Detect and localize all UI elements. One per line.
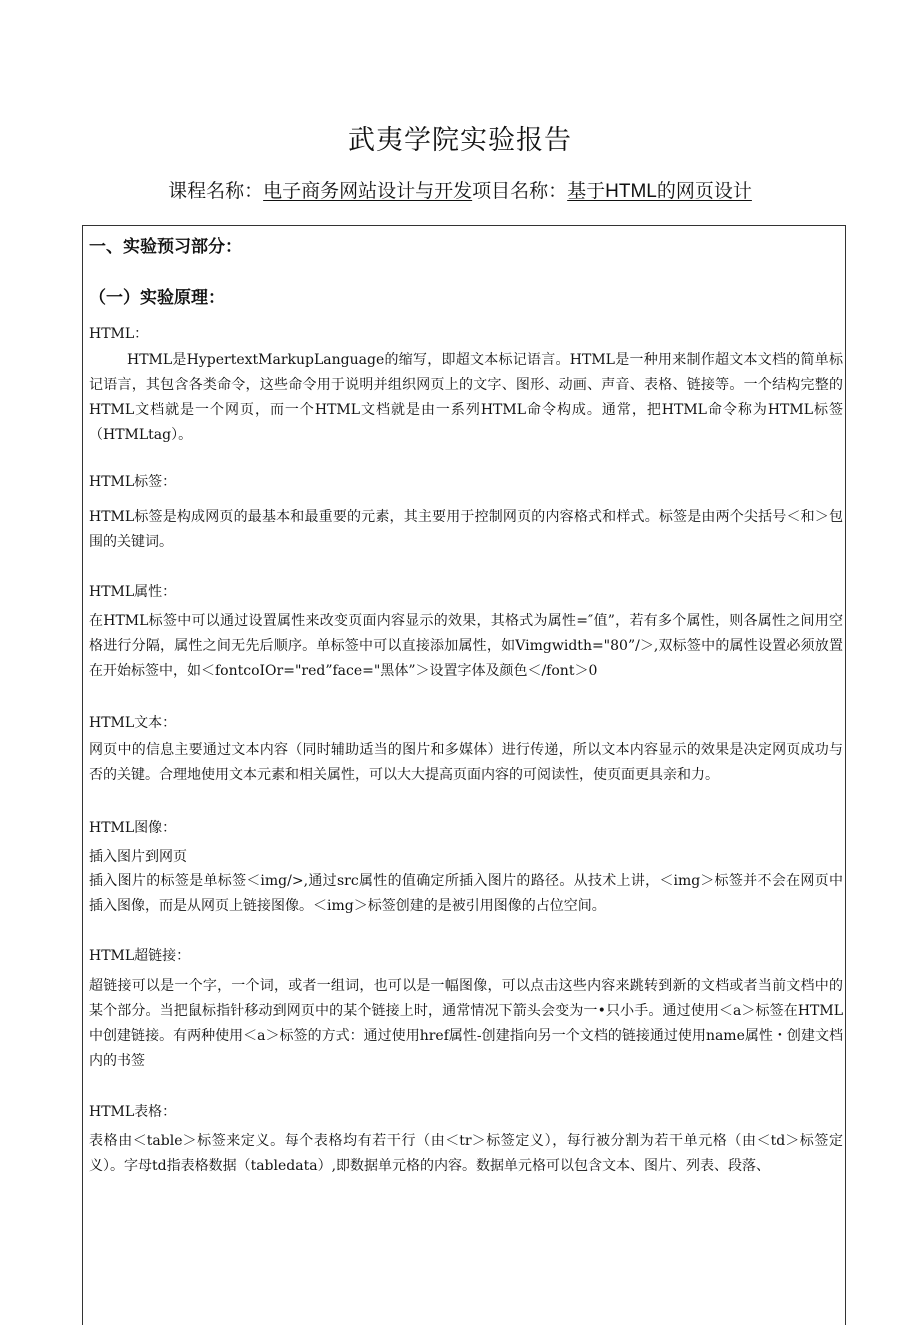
html-heading: HTML： [89, 326, 149, 342]
attributes-heading: HTML属性： [89, 584, 177, 600]
course-label: 课程名称： [168, 180, 264, 202]
attributes-body: 在HTML标签中可以通过设置属性来改变页面内容显示的效果，其格式为属性=″值”，若有多个属性，则各属性之间用空格进行分隔，属性之间无先后顺序。单标签中可以直接添加属性，如Vimgwidth="80”/＞,双标签中的属性设置必须放置在开始标签中，如＜fontcoIOr="red”face="黑体”＞设置字体及颜色＜/font＞0 [89, 613, 843, 679]
text-body: 网页中的信息主要通过文本内容（同时辅助适当的图片和多媒体）进行传递，所以文本内容显示的效果是决定网页成功与否的关键。合理地使用文本元素和相关属性，可以大大提高页面内容的可阅读性，使页面更具亲和力。 [89, 742, 843, 783]
tags-heading: HTML标签： [89, 474, 177, 490]
project-label: 项目名称： [472, 180, 568, 202]
course-info-line [0, 176, 920, 203]
links-body: 超链接可以是一个字，一个词，或者一组词，也可以是一幅图像，可以点击这些内容来跳转到新的文档或者当前文档中的某个部分。当把鼠标指针移动到网页中的某个链接上时，通常情况下箭头会变为一•只小手。通过使用＜a＞标签在HTML中创建链接。有两种使用＜a＞标签的方式：通过使用href属性-创建指向另一个文档的链接通过使用name属性・创建文档内的书签 [89, 978, 843, 1069]
project-name: 基于HTML的网页设计 [567, 181, 752, 202]
course-name: 电子商务网站设计与开发 [263, 180, 473, 202]
links-heading: HTML超链接： [89, 948, 191, 964]
prep-heading: 一、实验预习部分： [89, 237, 242, 257]
images-intro-line: 插入图片到网页 [89, 849, 187, 865]
report-title: 武夷学院实验报告 [348, 125, 572, 156]
images-body: 插入图片的标签是单标签＜img/>,通过src属性的值确定所插入图片的路径。从技术上讲，＜img＞标签并不会在网页中插入图像，而是从网页上链接图像。＜img＞标签创建的是被引用图像的占位空间。 [89, 873, 843, 914]
tables-heading: HTML表格： [89, 1104, 177, 1120]
principle-heading: （一）实验原理： [89, 288, 225, 308]
tags-body: HTML标签是构成网页的最基本和最重要的元素，其主要用于控制网页的内容格式和样式。标签是由两个尖括号＜和＞包围的关键词。 [89, 509, 843, 550]
html-body: HTML是HypertextMarkupLanguage的缩写，即超文本标记语言。HTML是一种用来制作超文本文档的简单标记语言，其包含各类命令，这些命令用于说明并组织网页上的文字、图形、动画、声音、表格、链接等。一个结构完整的HTML文档就是一个网页，而一个HTML文档就是由一系列HTML命令构成。通常，把HTML命令称为HTML标签（HTMLtag）。 [89, 352, 843, 443]
report-box [82, 225, 846, 1325]
text-heading: HTML文本： [89, 715, 177, 731]
images-heading: HTML图像： [89, 820, 177, 836]
tables-body: 表格由＜table＞标签来定义。每个表格均有若干行（由＜tr＞标签定义），每行被分割为若干单元格（由＜td＞标签定义）。字母td指表格数据（tabledata）,即数据单元格的内容。数据单元格可以包含文本、图片、列表、段落、 [89, 1133, 843, 1174]
